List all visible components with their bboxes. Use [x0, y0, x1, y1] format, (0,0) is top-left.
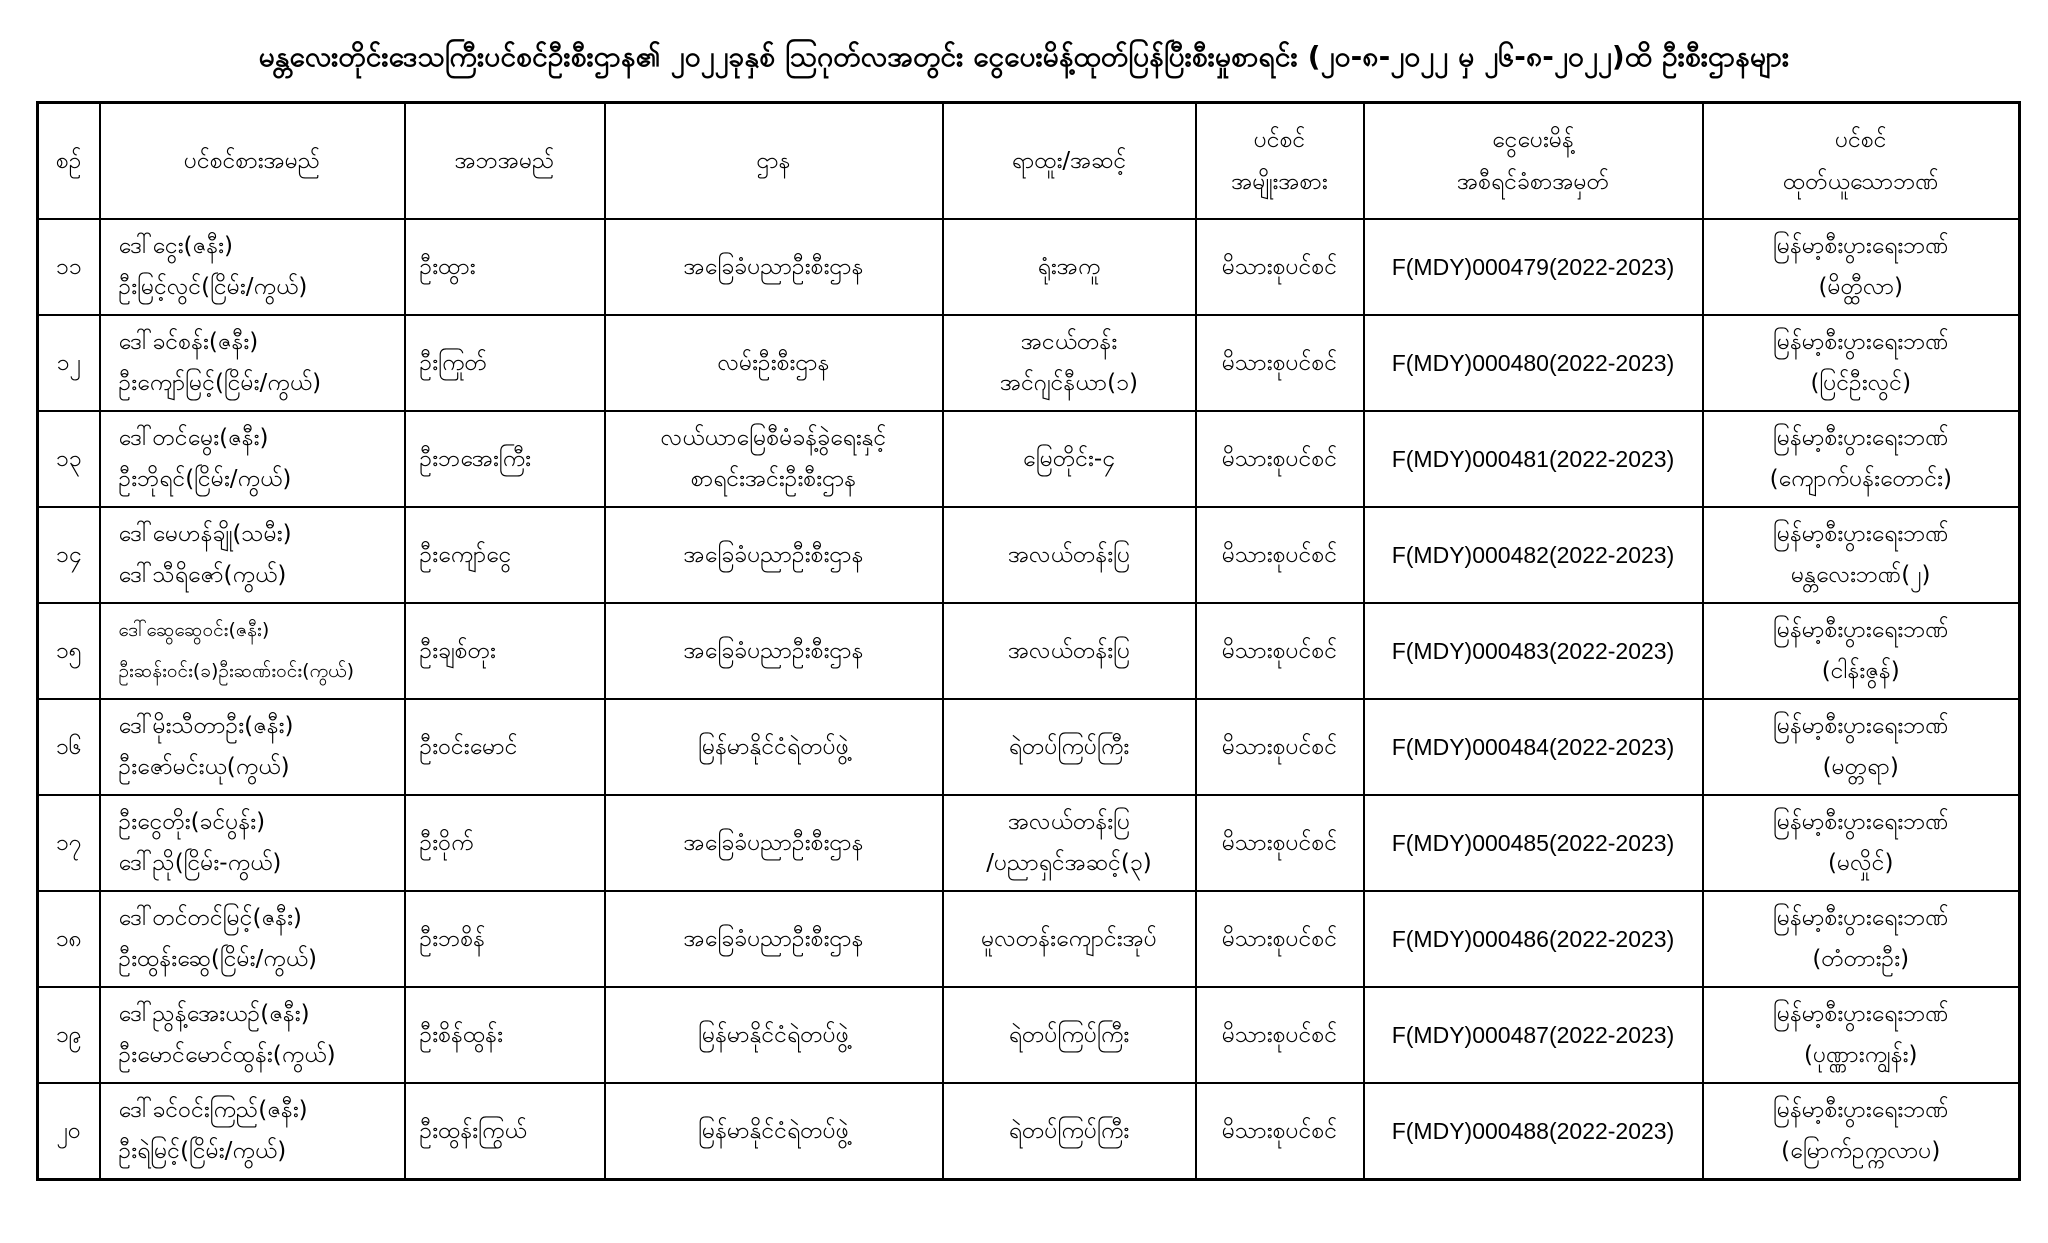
cell-pensioner-name: [100, 699, 405, 795]
cell-report-number-cert: F(MDY)000484(2022-2023): [1391, 733, 1675, 760]
cell-father-name-father: ဦးထွန်းကြွယ်: [419, 1117, 527, 1144]
cell-bank: [1703, 315, 2020, 411]
table-row: [38, 795, 2020, 891]
cell-pensioner-name: [100, 507, 405, 603]
header-bank: ပင်စင် ထုတ်ယူသောဘဏ်: [1703, 103, 2020, 220]
cell-department: [605, 1083, 943, 1180]
cell-report-number: [1364, 1083, 1703, 1180]
cell-report-number-cert: F(MDY)000483(2022-2023): [1391, 637, 1675, 664]
cell-pensioner-name-name2: ဦးကျော်မြင့်(ငြိမ်း/ကွယ်): [118, 370, 322, 396]
pension-table-container: [36, 101, 2018, 1181]
cell-bank-bank2: (မိတ္ထီလာ): [1818, 274, 1903, 300]
cell-bank-bank2: (ပြင်ဦးလွင်): [1810, 370, 1912, 396]
cell-report-number-cert: F(MDY)000488(2022-2023): [1391, 1117, 1675, 1144]
cell-serial: [38, 507, 100, 603]
cell-pensioner-name-name1: ဒေါ်မိုးသီတာဦး(ဇနီး): [118, 713, 294, 739]
cell-bank-bank2: (တံတားဦး): [1812, 946, 1910, 972]
cell-bank-bank2: (မလှိုင်): [1828, 850, 1894, 876]
table-row: [38, 219, 2020, 315]
cell-position-pos1: ရုံးအကူ: [1037, 253, 1101, 280]
cell-department-dept1: မြန်မာနိုင်ငံရဲတပ်ဖွဲ့: [698, 1021, 849, 1048]
header-position: ရာထူး/အဆင့်: [943, 103, 1196, 220]
cell-position-pos1: ရဲတပ်ကြပ်ကြီး: [1008, 733, 1130, 760]
header-pensioner-name: ပင်စင်စားအမည်: [100, 103, 405, 220]
cell-bank-bank2: (ပုဏ္ဏားကျွန်း): [1804, 1042, 1918, 1068]
cell-report-number: [1364, 507, 1703, 603]
cell-father-name-father: ဦးဝင်းမောင်: [419, 733, 518, 760]
cell-position-pos1: မြေတိုင်း-၄: [1022, 445, 1116, 472]
pension-table: [36, 101, 2021, 1181]
cell-department-dept1: အခြေခံပညာဦးစီးဌာန: [683, 541, 864, 568]
cell-department-dept1: အခြေခံပညာဦးစီးဌာန: [683, 637, 864, 664]
cell-father-name: [405, 891, 605, 987]
cell-position: [943, 699, 1196, 795]
cell-serial: [38, 699, 100, 795]
cell-department-dept1: လယ်ယာမြေစီမံခန့်ခွဲရေးနှင့်: [660, 425, 887, 451]
table-row: [38, 699, 2020, 795]
cell-pension-type-type: မိသားစုပင်စင်: [1221, 541, 1338, 568]
table-row: [38, 315, 2020, 411]
table-body: [38, 219, 2020, 1180]
cell-position: [943, 891, 1196, 987]
table-row: [38, 411, 2020, 507]
cell-bank-bank1: မြန်မာ့စီးပွားရေးဘဏ်: [1772, 425, 1949, 451]
cell-father-name-father: ဦးဝိုက်: [419, 829, 474, 856]
cell-serial-no: ၁၃: [55, 445, 82, 472]
cell-pension-type: [1196, 315, 1364, 411]
cell-serial-no: ၁၇: [55, 829, 82, 856]
page-title: မန္တလေးတိုင်းဒေသကြီးပင်စင်ဦးစီးဌာန၏ ၂၀၂၂ခုနှစ် ဩဂုတ်လအတွင်း ငွေပေးမိန့်ထုတ်ပြန်ပြီးစီးမှုစာရင်း (၂၀-၈-၂၀၂၂ မှ ၂၆-၈-၂၀၂၂)ထိ ဦးစီးဌာနများ: [258, 40, 1790, 73]
cell-pension-type: [1196, 891, 1364, 987]
table-row: [38, 1083, 2020, 1180]
header-report-number: ငွေပေးမိန့် အစီရင်ခံစာအမှတ်: [1364, 103, 1703, 220]
cell-position: [943, 987, 1196, 1083]
cell-serial: [38, 1083, 100, 1180]
cell-pension-type: [1196, 987, 1364, 1083]
cell-pensioner-name: [100, 315, 405, 411]
cell-report-number-cert: F(MDY)000487(2022-2023): [1391, 1021, 1675, 1048]
cell-pension-type-type: မိသားစုပင်စင်: [1221, 1117, 1338, 1144]
cell-serial-no: ၁၆: [55, 733, 82, 760]
cell-bank-bank1: မြန်မာ့စီးပွားရေးဘဏ်: [1772, 1097, 1949, 1123]
cell-pensioner-name-name1: ဒေါ်မေဟန်ချို(သမီး): [118, 521, 292, 547]
cell-position: [943, 603, 1196, 699]
cell-serial: [38, 411, 100, 507]
cell-pensioner-name: [100, 795, 405, 891]
cell-position: [943, 795, 1196, 891]
cell-bank-bank2: (မြောက်ဥက္ကလာပ): [1781, 1138, 1941, 1164]
cell-pension-type-type: မိသားစုပင်စင်: [1221, 253, 1338, 280]
cell-report-number-cert: F(MDY)000480(2022-2023): [1391, 349, 1675, 376]
cell-bank-bank2: (ငါန်းဇွန်): [1821, 658, 1900, 684]
cell-pensioner-name-name2: ဦးဇော်မင်းယု(ကွယ်): [118, 754, 290, 780]
cell-bank-bank1: မြန်မာ့စီးပွားရေးဘဏ်: [1772, 905, 1949, 931]
cell-position-pos2: /ပညာရှင်အဆင့်(၃): [986, 850, 1152, 876]
cell-report-number-cert: F(MDY)000481(2022-2023): [1391, 445, 1675, 472]
cell-serial-no: ၁၉: [55, 1021, 82, 1048]
cell-pension-type-type: မိသားစုပင်စင်: [1221, 925, 1338, 952]
cell-pensioner-name-name2: ဦးဘိုရင်(ငြိမ်း/ကွယ်): [118, 466, 292, 492]
cell-department: [605, 507, 943, 603]
cell-pensioner-name-name1: ဒေါ်ခင်ဝင်းကြည်(ဇနီး): [118, 1097, 308, 1123]
cell-serial: [38, 891, 100, 987]
cell-serial: [38, 987, 100, 1083]
cell-pension-type-type: မိသားစုပင်စင်: [1221, 445, 1338, 472]
cell-bank-bank1: မြန်မာ့စီးပွားရေးဘဏ်: [1772, 233, 1949, 259]
cell-bank-bank1: မြန်မာ့စီးပွားရေးဘဏ်: [1772, 617, 1949, 643]
cell-serial-no: ၂၀: [56, 1117, 81, 1144]
cell-serial-no: ၁၄: [55, 541, 82, 568]
cell-pensioner-name-name1: ဒေါ်တင်မွေး(ဇနီး): [118, 425, 269, 451]
cell-department: [605, 699, 943, 795]
cell-pensioner-name: [100, 411, 405, 507]
cell-position-pos1: အငယ်တန်း: [1020, 329, 1118, 355]
cell-pensioner-name: [100, 603, 405, 699]
cell-pensioner-name-name2: ဒေါ်သီရိဇော်(ကွယ်): [118, 562, 287, 588]
cell-pensioner-name-name2: ဦးရဲမြင့်(ငြိမ်း/ကွယ်): [118, 1138, 287, 1164]
cell-father-name-father: ဦးစိန်ထွန်း: [419, 1021, 503, 1048]
cell-position-pos1: အလယ်တန်းပြ: [1007, 809, 1131, 835]
table-row: [38, 891, 2020, 987]
cell-bank-bank1: မြန်မာ့စီးပွားရေးဘဏ်: [1772, 713, 1949, 739]
cell-father-name: [405, 1083, 605, 1180]
cell-department: [605, 411, 943, 507]
cell-bank: [1703, 1083, 2020, 1180]
cell-pension-type: [1196, 411, 1364, 507]
cell-department-dept1: အခြေခံပညာဦးစီးဌာန: [683, 829, 864, 856]
header-row: [38, 103, 2020, 220]
cell-department: [605, 603, 943, 699]
cell-father-name-father: ဦးကြုတ်: [419, 349, 487, 376]
cell-pensioner-name-name1: ဦးငွေတိုး(ခင်ပွန်း): [118, 809, 266, 835]
cell-father-name: [405, 411, 605, 507]
cell-father-name-father: ဦးကျော်ငွေ: [419, 541, 512, 568]
cell-father-name: [405, 507, 605, 603]
cell-pensioner-name-name2: ဒေါ်ညို(ငြိမ်း-ကွယ်): [118, 850, 282, 876]
cell-pensioner-name: [100, 1083, 405, 1180]
cell-report-number: [1364, 315, 1703, 411]
cell-pension-type: [1196, 699, 1364, 795]
cell-pensioner-name-name2: ဦးဆန်းဝင်း(ခ)ဦးဆဏ်းဝင်း(ကွယ်): [118, 660, 355, 682]
cell-father-name: [405, 315, 605, 411]
cell-report-number: [1364, 219, 1703, 315]
cell-pensioner-name-name2: ဦးမြင့်လွင်(ငြိမ်း/ကွယ်): [118, 274, 308, 300]
cell-department-dept1: အခြေခံပညာဦးစီးဌာန: [683, 253, 864, 280]
table-header: [38, 103, 2020, 220]
cell-father-name: [405, 219, 605, 315]
cell-department: [605, 219, 943, 315]
header-department: ဌာန: [605, 103, 943, 220]
cell-report-number: [1364, 891, 1703, 987]
cell-serial: [38, 315, 100, 411]
cell-bank: [1703, 795, 2020, 891]
cell-department: [605, 795, 943, 891]
cell-serial-no: ၁၂: [56, 349, 81, 376]
cell-serial-no: ၁၈: [55, 925, 82, 952]
cell-bank-bank2: (မတ္တရာ): [1822, 754, 1899, 780]
cell-pension-type-type: မိသားစုပင်စင်: [1221, 349, 1338, 376]
cell-father-name: [405, 699, 605, 795]
cell-father-name-father: ဦးထွား: [419, 253, 476, 280]
cell-bank: [1703, 603, 2020, 699]
cell-bank-bank1: မြန်မာ့စီးပွားရေးဘဏ်: [1772, 809, 1949, 835]
cell-pensioner-name-name2: ဦးထွန်းဆွေ(ငြိမ်း/ကွယ်): [118, 946, 318, 972]
cell-bank-bank2: (ကျောက်ပန်းတောင်း): [1769, 466, 1952, 492]
cell-pension-type: [1196, 1083, 1364, 1180]
cell-bank: [1703, 411, 2020, 507]
cell-serial-no: ၁၅: [55, 637, 82, 664]
cell-pension-type: [1196, 219, 1364, 315]
table-row: [38, 987, 2020, 1083]
cell-department-dept2: စာရင်းအင်းဦးစီးဌာန: [690, 466, 857, 492]
cell-pension-type: [1196, 795, 1364, 891]
cell-position-pos1: အလယ်တန်းပြ: [1007, 637, 1131, 664]
cell-department: [605, 315, 943, 411]
cell-pensioner-name-name1: ဒေါ်ငွေး(ဇနီး): [118, 233, 233, 259]
cell-bank: [1703, 891, 2020, 987]
cell-father-name: [405, 795, 605, 891]
cell-pension-type: [1196, 507, 1364, 603]
cell-bank: [1703, 507, 2020, 603]
cell-bank-bank1: မြန်မာ့စီးပွားရေးဘဏ်: [1772, 521, 1949, 547]
cell-report-number: [1364, 603, 1703, 699]
cell-pensioner-name: [100, 891, 405, 987]
cell-bank: [1703, 699, 2020, 795]
cell-report-number: [1364, 699, 1703, 795]
cell-father-name: [405, 987, 605, 1083]
cell-serial: [38, 603, 100, 699]
cell-bank: [1703, 219, 2020, 315]
cell-father-name-father: ဦးချစ်တုး: [419, 637, 496, 664]
cell-pensioner-name-name1: ဒေါ်တင်တင်မြင့်(ဇနီး): [118, 905, 302, 931]
cell-pension-type-type: မိသားစုပင်စင်: [1221, 1021, 1338, 1048]
cell-report-number: [1364, 987, 1703, 1083]
cell-position-pos1: ရဲတပ်ကြပ်ကြီး: [1008, 1021, 1130, 1048]
header-pension-type: ပင်စင် အမျိုးအစား: [1196, 103, 1364, 220]
cell-serial-no: ၁၁: [55, 253, 82, 280]
cell-report-number: [1364, 411, 1703, 507]
cell-report-number-cert: F(MDY)000482(2022-2023): [1391, 541, 1675, 568]
cell-position-pos2: အင်ဂျင်နီယာ(၁): [1000, 370, 1138, 396]
header-serial: စဉ်: [38, 103, 100, 220]
cell-pensioner-name-name1: ဒေါ်ညွန့်အေးယဉ်(ဇနီး): [118, 1001, 310, 1027]
cell-position-pos1: မူလတန်းကျောင်းအုပ်: [981, 925, 1157, 952]
cell-position: [943, 507, 1196, 603]
cell-pensioner-name: [100, 219, 405, 315]
cell-position: [943, 1083, 1196, 1180]
cell-father-name-father: ဦးဘစိန်: [419, 925, 486, 952]
cell-report-number-cert: F(MDY)000486(2022-2023): [1391, 925, 1675, 952]
cell-father-name: [405, 603, 605, 699]
cell-department-dept1: အခြေခံပညာဦးစီးဌာန: [683, 925, 864, 952]
cell-department-dept1: မြန်မာနိုင်ငံရဲတပ်ဖွဲ့: [698, 1117, 849, 1144]
cell-report-number: [1364, 795, 1703, 891]
cell-department-dept1: လမ်းဦးစီးဌာန: [717, 349, 830, 376]
cell-position-pos1: ရဲတပ်ကြပ်ကြီး: [1008, 1117, 1130, 1144]
cell-pension-type: [1196, 603, 1364, 699]
table-row: [38, 507, 2020, 603]
cell-report-number-cert: F(MDY)000485(2022-2023): [1391, 829, 1675, 856]
cell-pensioner-name: [100, 987, 405, 1083]
cell-position: [943, 219, 1196, 315]
cell-department-dept1: မြန်မာနိုင်ငံရဲတပ်ဖွဲ့: [698, 733, 849, 760]
cell-pensioner-name-name1: ဒေါ်ဆွေဆွေဝင်း(ဇနီး): [118, 619, 270, 641]
cell-position: [943, 315, 1196, 411]
cell-bank-bank2: မန္တလေးဘဏ်(၂): [1791, 562, 1931, 588]
header-father-name: အဘအမည်: [405, 103, 605, 220]
cell-pensioner-name-name2: ဦးမောင်မောင်ထွန်း(ကွယ်): [118, 1042, 336, 1068]
cell-serial: [38, 219, 100, 315]
cell-report-number-cert: F(MDY)000479(2022-2023): [1391, 253, 1675, 280]
cell-father-name-father: ဦးဘအေးကြီး: [419, 445, 531, 472]
cell-bank-bank1: မြန်မာ့စီးပွားရေးဘဏ်: [1772, 1001, 1949, 1027]
cell-pension-type-type: မိသားစုပင်စင်: [1221, 733, 1338, 760]
cell-position-pos1: အလယ်တန်းပြ: [1007, 541, 1131, 568]
cell-position: [943, 411, 1196, 507]
cell-pension-type-type: မိသားစုပင်စင်: [1221, 637, 1338, 664]
cell-department: [605, 891, 943, 987]
cell-department: [605, 987, 943, 1083]
cell-pensioner-name-name1: ဒေါ်ခင်စန်း(ဇနီး): [118, 329, 259, 355]
cell-serial: [38, 795, 100, 891]
cell-pension-type-type: မိသားစုပင်စင်: [1221, 829, 1338, 856]
cell-bank: [1703, 987, 2020, 1083]
table-row: [38, 603, 2020, 699]
cell-bank-bank1: မြန်မာ့စီးပွားရေးဘဏ်: [1772, 329, 1949, 355]
